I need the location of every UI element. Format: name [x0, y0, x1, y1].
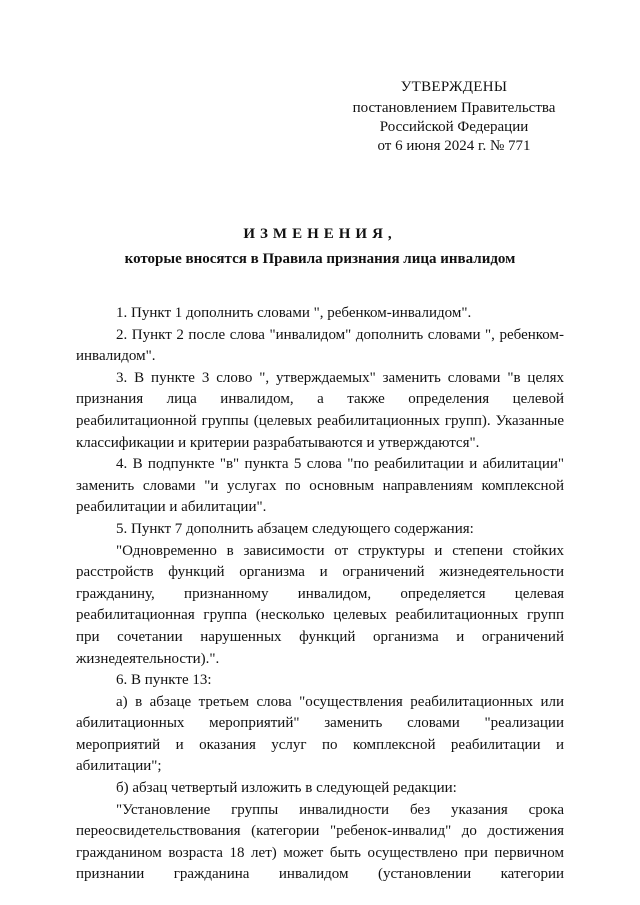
document-title: ИЗМЕНЕНИЯ, — [243, 226, 397, 242]
paragraph: 2. Пункт 2 после слова "инвалидом" дополнить словами ", ребенком-инвалидом". — [76, 326, 564, 365]
paragraph: "Установление группы инвалидности без указания срока переосвидетельствования (категории "ребенок-инвалид" до достижения гражданином возраста 18 лет) может быть осуществлено при первичном признании гражданина инвалидом (установлении категории — [76, 801, 564, 883]
paragraph: а) в абзаце третьем слова "осуществления реабилитационных или абилитационных мероприятий" заменить словами "реализации мероприятий и оказания услуг по комплексной реабилитации и абилитации"; — [76, 693, 564, 775]
approval-line: Российской Федерации — [379, 119, 529, 135]
paragraph: 5. Пункт 7 дополнить абзацем следующего содержания: — [116, 520, 474, 537]
paragraph: 4. В подпункте "в" пункта 5 слова "по реабилитации и абилитации" заменить словами "и услугах по основным направлениям комплексной реабилитации и абилитации". — [76, 456, 564, 516]
paragraph: б) абзац четвертый изложить в следующей редакции: — [116, 780, 457, 797]
paragraph: 3. В пункте 3 слово ", утверждаемых" заменить словами "в целях признания лица инвалидом, а также определения целевой реабилитационной группы (целевых реабилитационных групп). Указанные классификации и критерии разрабатываются и утверждаются". — [76, 369, 564, 451]
paragraph: 1. Пункт 1 дополнить словами ", ребенком-инвалидом". — [116, 305, 472, 321]
paragraph: "Одновременно в зависимости от структуры и степени стойких расстройств функций организма и ограничений жизнедеятельности гражданину, признанному инвалидом, определяется целевая реабилитационная группа (несколько целевых реабилитационных групп при сочетании нарушенных функций организма и ограничений жизнедеятельности).". — [76, 542, 564, 667]
approval-heading: УТВЕРЖДЕНЫ — [400, 79, 508, 95]
document-body — [76, 303, 564, 886]
document-subtitle: которые вносятся в Правила признания лица инвалидом — [124, 251, 516, 267]
approval-block — [340, 78, 568, 156]
paragraph: 6. В пункте 13: — [116, 672, 212, 689]
approval-line: постановлением Правительства — [352, 100, 556, 116]
approval-line: от 6 июня 2024 г. № 771 — [377, 138, 531, 154]
